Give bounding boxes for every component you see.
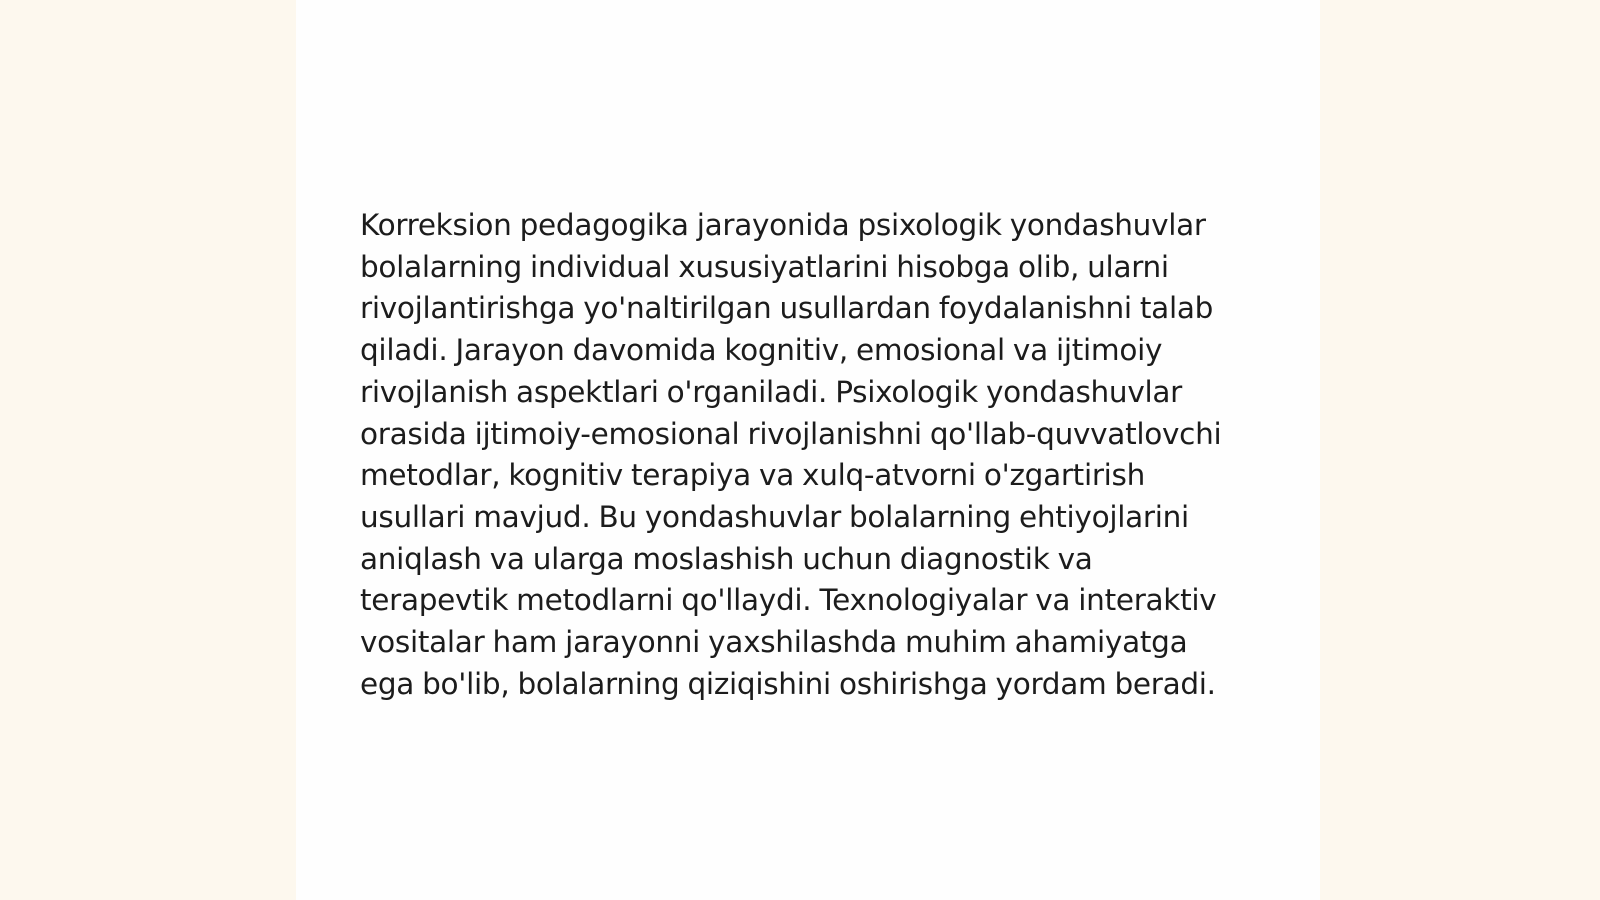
body-paragraph: Korreksion pedagogika jarayonida psixologik yondashuvlar bolalarning individual xususiyatlarini hisobga olib, ularni rivojlantirishga yo'naltirilgan usullardan foydalanishni talab qiladi. Jarayon davomida kognitiv, emosional va ijtimoiy rivojlanish aspektlari o'rganiladi. Psixologik yondashuvlar orasida ijtimoiy-emosional rivojlanishni qo'llab-quvvatlovchi metodlar, kognitiv terapiya va xulq-atvorni o'zgartirish usullari mavjud. Bu yondashuvlar bolalarning ehtiyojlarini aniqlash va ularga moslashish uchun diagnostik va terapevtik metodlarni qo'llaydi. Texnologiyalar va interaktiv vositalar ham jarayonni yaxshilashda muhim ahamiyatga ega bo'lib, bolalarning qiziqishini oshirishga yordam beradi. (360, 208, 1222, 701)
document-page (296, 0, 1320, 900)
left-background-margin (0, 0, 296, 900)
right-background-margin (1320, 0, 1600, 900)
